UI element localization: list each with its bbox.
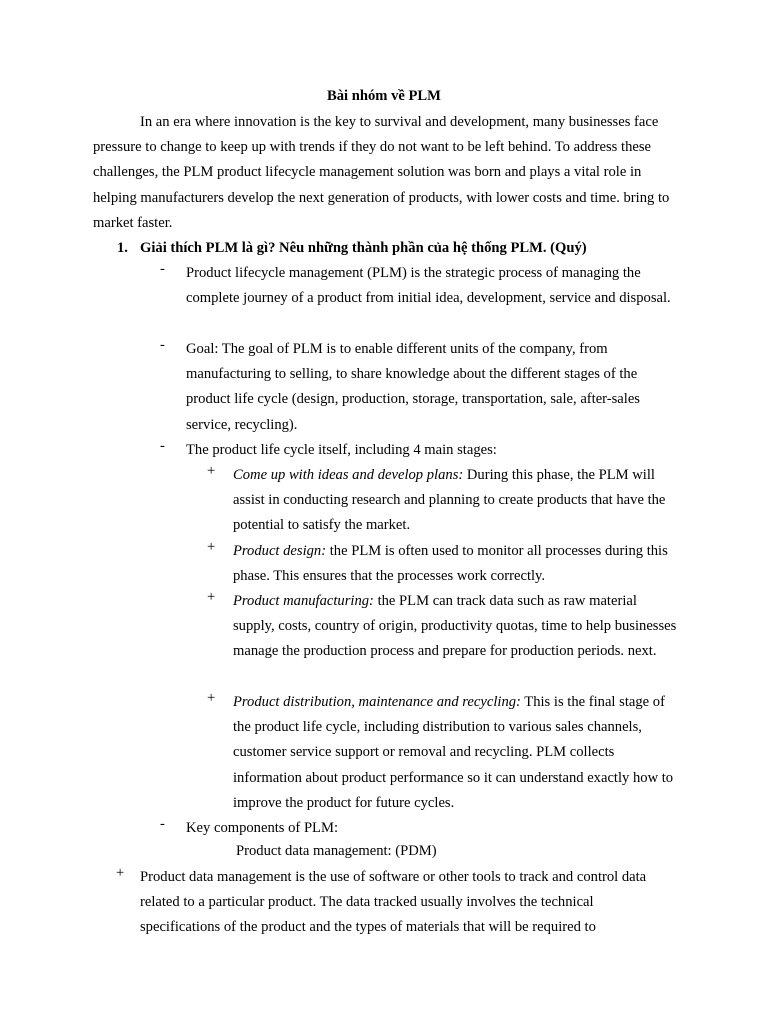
plus-marker: + [116, 865, 125, 881]
plus-marker: + [207, 690, 216, 706]
intro-paragraph: In an era where innovation is the key to survival and development, many businesses face pressure to change to keep up with trends if they do not want to be left behind. To address these challenges, the PLM product lifecycle management solution was born and plays a vital role in helping manufacturers develop the next generation of products, with lower costs and time. bring to market faster. [93, 114, 670, 231]
bullet-key-components [160, 816, 680, 841]
bullet-life-cycle [160, 438, 680, 463]
stage-ideas-plans [207, 463, 682, 539]
plus-marker: + [207, 539, 216, 555]
bullet-text: Goal: The goal of PLM is to enable different units of the company, from manufacturing to selling, to share knowledge about the different stages of the product life cycle (design, production, storage, transportation, sale, after-sales service, recycling). [186, 341, 640, 433]
stage-label: Product manufacturing: [233, 593, 374, 609]
bullet-plm-definition [160, 261, 680, 311]
bullet-text: Key components of PLM: [186, 820, 339, 836]
section-1-heading-text: Giải thích PLM là gì? Nêu những thành phần của hệ thống PLM. (Quý) [140, 240, 587, 256]
bullet-text: Product lifecycle management (PLM) is the strategic process of managing the complete journey of a product from initial idea, development, service and disposal. [186, 265, 671, 307]
plus-marker: + [207, 463, 216, 479]
stage-label: Product design: [233, 543, 327, 559]
stage-text: the PLM can track data such as raw material supply, costs, country of origin, productivity quotas, time to help businesses manage the production process and prepare for production periods. next. [233, 593, 677, 660]
stage-distribution [207, 690, 682, 816]
stage-text: During this phase, the PLM will assist in conducting research and planning to create products that have the potential to satisfy the market. [233, 467, 666, 534]
document-title: Bài nhóm về PLM [327, 88, 441, 104]
plus-marker: + [207, 589, 216, 605]
pdm-description [116, 865, 656, 941]
stage-product-design [207, 539, 682, 589]
dash-marker: - [160, 337, 165, 353]
dash-marker: - [160, 816, 165, 832]
bullet-plm-goal [160, 337, 680, 438]
section-1-number: 1. [117, 240, 128, 256]
stage-manufacturing [207, 589, 682, 665]
dash-marker: - [160, 438, 165, 454]
stage-label: Product distribution, maintenance and recycling: [233, 694, 521, 710]
section-1-heading [117, 236, 717, 261]
dash-marker: - [160, 261, 165, 277]
stage-text: the PLM is often used to monitor all processes during this phase. This ensures that the processes work correctly. [233, 543, 668, 585]
pdm-text: Product data management is the use of software or other tools to track and control data related to a particular product. The data tracked usually involves the technical specifications of the product and the types of materials that will be required to [140, 869, 647, 936]
bullet-text: The product life cycle itself, including 4 main stages: [186, 442, 497, 458]
pdm-subheading: Product data management: (PDM) [236, 843, 437, 859]
stage-text: This is the final stage of the product life cycle, including distribution to various sales channels, customer service support or removal and recycling. PLM collects information about product performance so it can understand exactly how to improve the product for future cycles. [233, 694, 674, 811]
stage-label: Come up with ideas and develop plans: [233, 467, 464, 483]
